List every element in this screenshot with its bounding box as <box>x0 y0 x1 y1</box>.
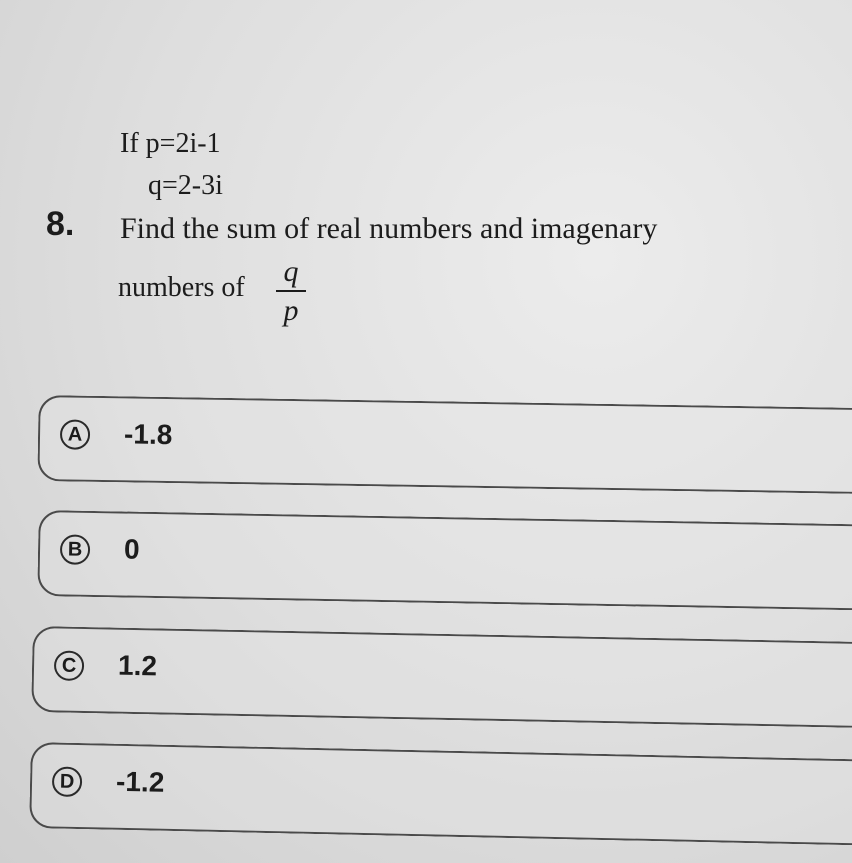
option-a[interactable] <box>37 395 852 494</box>
option-c-letter: C <box>54 650 85 681</box>
question-number: 8. <box>46 205 75 243</box>
option-b[interactable] <box>37 510 852 611</box>
fraction-numerator: q <box>283 255 299 288</box>
option-b-value: 0 <box>123 533 140 565</box>
option-d-letter: D <box>52 766 83 797</box>
given-p: If p=2i-1 <box>120 128 221 159</box>
question-text-continued: numbers of <box>118 272 245 303</box>
fraction-denominator: p <box>283 294 299 327</box>
option-a-value: -1.8 <box>123 418 173 451</box>
option-a-letter: A <box>60 419 90 449</box>
option-c-value: 1.2 <box>117 649 158 682</box>
option-c[interactable] <box>31 626 852 728</box>
fraction-bar <box>276 290 306 292</box>
option-d[interactable] <box>29 742 852 845</box>
given-q: q=2-3i <box>148 170 223 201</box>
option-d-value: -1.2 <box>115 765 165 798</box>
question-text: Find the sum of real numbers and imagenary <box>120 212 658 245</box>
option-b-letter: B <box>60 534 91 565</box>
fraction-q-over-p <box>276 256 306 326</box>
